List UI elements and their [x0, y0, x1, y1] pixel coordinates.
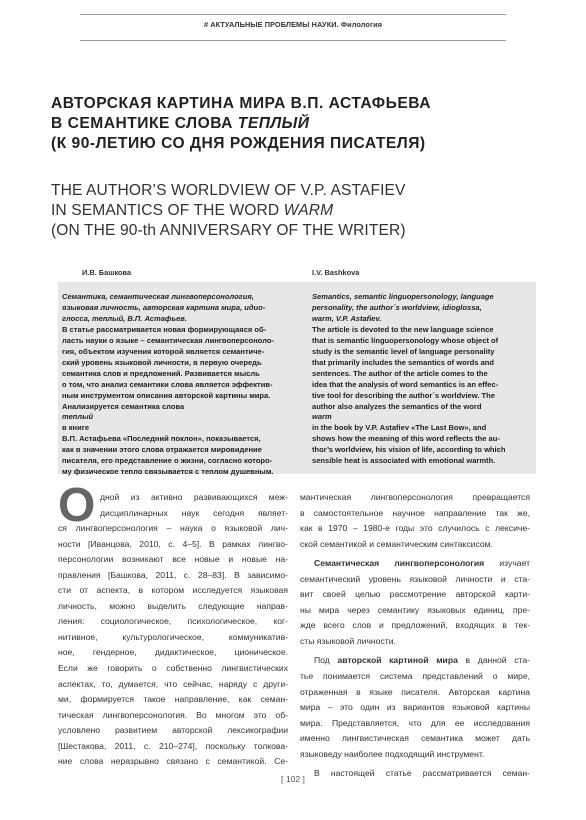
abstract-en-line: that is semantic linguopersonology whose object of [312, 335, 499, 345]
abstract-en-line: thor’s worldview, his vision of life, according to which [312, 445, 506, 455]
abstract-ru-italic-word: теплый [62, 412, 94, 422]
title-en-line [51, 201, 551, 221]
abstract-russian [62, 292, 291, 478]
body-line: ления: социологическое, психологическое, ког- [58, 616, 288, 627]
abstract-en-line: study is the semantic level of language personality [312, 346, 495, 356]
abstract-en-italic-word: warm [312, 412, 332, 422]
body-line: В настоящей статье рассматривается семан- [314, 768, 530, 779]
abstract-ru-line: В.П. Астафьева «Последний поклон», показывается, [62, 434, 261, 444]
body-line: языковеду наиболее подходящий инструмент. [300, 748, 485, 759]
body-line: тье понимается система представлений о мире, [300, 671, 530, 682]
body-line: персонологии возникают все новые и новые на- [58, 554, 288, 565]
title-ru-line: АВТОРСКАЯ КАРТИНА МИРА В.П. АСТАФЬЕВА [51, 95, 431, 112]
body-line: ми, формируется такое направление, как семан- [58, 694, 288, 705]
header-rule-bottom [80, 40, 506, 41]
title-ru-text: В СЕМАНТИКЕ СЛОВА [51, 115, 233, 132]
keywords-en-line: personality, the author´s worldview, idioglossa, [312, 302, 482, 312]
abstract-english [312, 292, 532, 467]
body-line: условлено развитием авторской лексикографии [58, 725, 288, 736]
body-line: [Шестакова, 2011, с. 210–274], поскольку толкова- [58, 740, 288, 751]
body-line: аспектах, то, думается, что сейчас, наряду с други- [58, 678, 288, 689]
abstract-en-line: sensible heat is associated with emotional warmth. [312, 456, 496, 466]
body-line: мира – это один из вариантов языковой картины [300, 702, 530, 713]
body-line: жде всего слов и предложений, входящих в тек- [300, 620, 530, 631]
body-text: изучает [484, 558, 531, 569]
abstract-en-line: in the book by V.P. Astafiev «The Last Bow», and [312, 423, 487, 433]
abstract-en-body [312, 325, 532, 467]
term-bold: Семантическая лингвоперсонология [314, 558, 485, 569]
title-ru-italic-word: ТЕПЛЫЙ [237, 115, 310, 132]
abstract-ru-line: семантика слов и предложений. Развивается мысль [62, 368, 260, 378]
body-line: личность, можно выделить следующие направ- [58, 600, 288, 611]
keywords-ru-line: Семантика, семантическая лингвоперсонология, [62, 292, 254, 301]
abstract-en-line: idea that the analysis of word semantics is an effec- [312, 379, 499, 389]
body-line: ны мира через семантику языковых единиц, пре- [300, 604, 530, 615]
title-russian [51, 94, 551, 154]
title-ru-line: (К 90-ЛЕТИЮ СО ДНЯ РОЖДЕНИЯ ПИСАТЕЛЯ) [51, 135, 426, 152]
body-line: вит своей целью рассмотрение авторской карти- [300, 589, 530, 600]
body-line [300, 653, 530, 669]
body-line: мантическая лингвоперсонология превращается [300, 492, 530, 502]
body-line: правления [Башкова, 2011, с. 28–83]. В зависимо- [58, 569, 288, 580]
abstract-ru-line: му физическое тепло связывается с теплом душевным. [62, 467, 274, 477]
title-en-text: IN SEMANTICS OF THE WORD [51, 202, 280, 219]
abstract-ru-body [62, 325, 291, 478]
drop-cap: О [58, 479, 96, 532]
abstract-ru-line: В статье рассматривается новая формирующаяся об- [62, 324, 267, 334]
abstract-ru-line: как в значении этого слова отражается мировидение [62, 445, 262, 455]
body-line: сти от аспекта, в котором исследуется языковая [58, 585, 288, 596]
abstract-ru-line: ский уровень языковой личности, в первую очередь [62, 357, 262, 367]
abstract-ru-line: писателя, его представление о жизни, согласно которо- [62, 456, 273, 466]
body-line: ности [Иванцова, 2010, с. 4–5]. В рамках лингво- [58, 538, 288, 549]
author-en: I.V. Bashkova [312, 268, 360, 277]
body-line: в самостоятельное научное направление так же, [300, 507, 530, 518]
title-en-italic-word: WARM [283, 202, 334, 219]
body-line: как в 1970 – 1980-е годы это случилось с лексиче- [300, 523, 530, 534]
abstract-ru-text: в книге [62, 423, 90, 433]
running-header [0, 0, 586, 46]
keywords-ru [62, 292, 291, 325]
title-ru-line [51, 114, 551, 134]
keywords-ru-line: языковая личность, авторская картина мира, идио- [62, 302, 266, 312]
abstract-ru-text: Анализируется семантика слова [62, 401, 185, 411]
title-english [51, 181, 551, 241]
body-line: ние слова неразрывно связано с семантикой. Се- [58, 756, 288, 767]
term-bold: авторской картиной мира [337, 655, 458, 666]
abstract-en-text: author also analyzes the semantics of the word [312, 401, 482, 411]
body-line: мира. Представляется, что для ее исследования [300, 717, 530, 728]
abstract-en-line: tive tool for describing the author´s worldview. The [312, 390, 495, 400]
body-text: в данной ста- [457, 655, 531, 666]
body-line: семантический уровень языковой личности и ста- [300, 573, 530, 584]
body-line: Если же говорить о собственно лингвистических [58, 663, 288, 674]
abstract-en-line: shows how the meaning of this word reflects the au- [312, 434, 500, 444]
body-line: нитивное, культурологическое, коммуникатив- [58, 631, 288, 642]
body-column-right [300, 490, 530, 782]
abstract-en-line: that primarily includes the semantics of words and [312, 357, 495, 367]
abstract-ru-line: гия, объектом изучения которой является семантиче- [62, 346, 265, 356]
keywords-en [312, 292, 532, 325]
abstract-ru-line [62, 402, 291, 435]
body-line: именно лингвистическая семантика может дать [300, 733, 530, 744]
abstract-ru-line: о том, что анализ семантики слова является эффектив- [62, 379, 273, 389]
body-line [300, 556, 530, 572]
keywords-en-line: warm, V.P. Astafiev. [312, 313, 382, 323]
keywords-ru-line: глосса, теплый, В.П. Астафьев. [62, 313, 187, 323]
abstract-ru-line: ным инструментом описания авторской картины мира. [62, 390, 271, 400]
body-line: ся лингвоперсонология – наука о языковой лич- [58, 523, 288, 534]
abstract-en-line: The article is devoted to the new language science [312, 324, 494, 334]
abstract-en-line: sentences. The author of the article comes to the [312, 368, 488, 378]
keywords-en-line: Semantics, semantic linguopersonology, language [312, 292, 494, 301]
body-text: Под [314, 655, 338, 666]
title-en-line: THE AUTHOR’S WORLDVIEW OF V.P. ASTAFIEV [51, 182, 406, 199]
body-line: ской семантикой и семантическим синтаксисом. [300, 538, 493, 549]
author-ru: И.В. Башкова [82, 268, 132, 277]
body-line: отраженная в языке писателя. Авторская картина [300, 686, 530, 697]
body-column-left [58, 490, 288, 770]
abstract-ru-line: ласть науки о языке – семантическая лингвоперсоноло- [62, 335, 275, 345]
body-line: ное, гендерное, дидактическое, ционическое. [58, 647, 288, 658]
body-line: дисциплинарных наук сегодня являет- [100, 507, 288, 518]
abstract-en-line [312, 402, 532, 424]
body-line: сты языковой личности. [300, 635, 396, 646]
body-line: тическая лингвоперсонология. Во многом это об- [58, 709, 288, 720]
body-line: дной из активно развивающихся меж- [100, 492, 288, 502]
header-rule-top [80, 14, 506, 15]
section-title: # АКТУАЛЬНЫЕ ПРОБЛЕМЫ НАУКИ. Филология [203, 20, 383, 29]
page-number: [ 102 ] [281, 774, 305, 784]
title-en-line: (ON THE 90-th ANNIVERSARY OF THE WRITER) [51, 222, 406, 239]
